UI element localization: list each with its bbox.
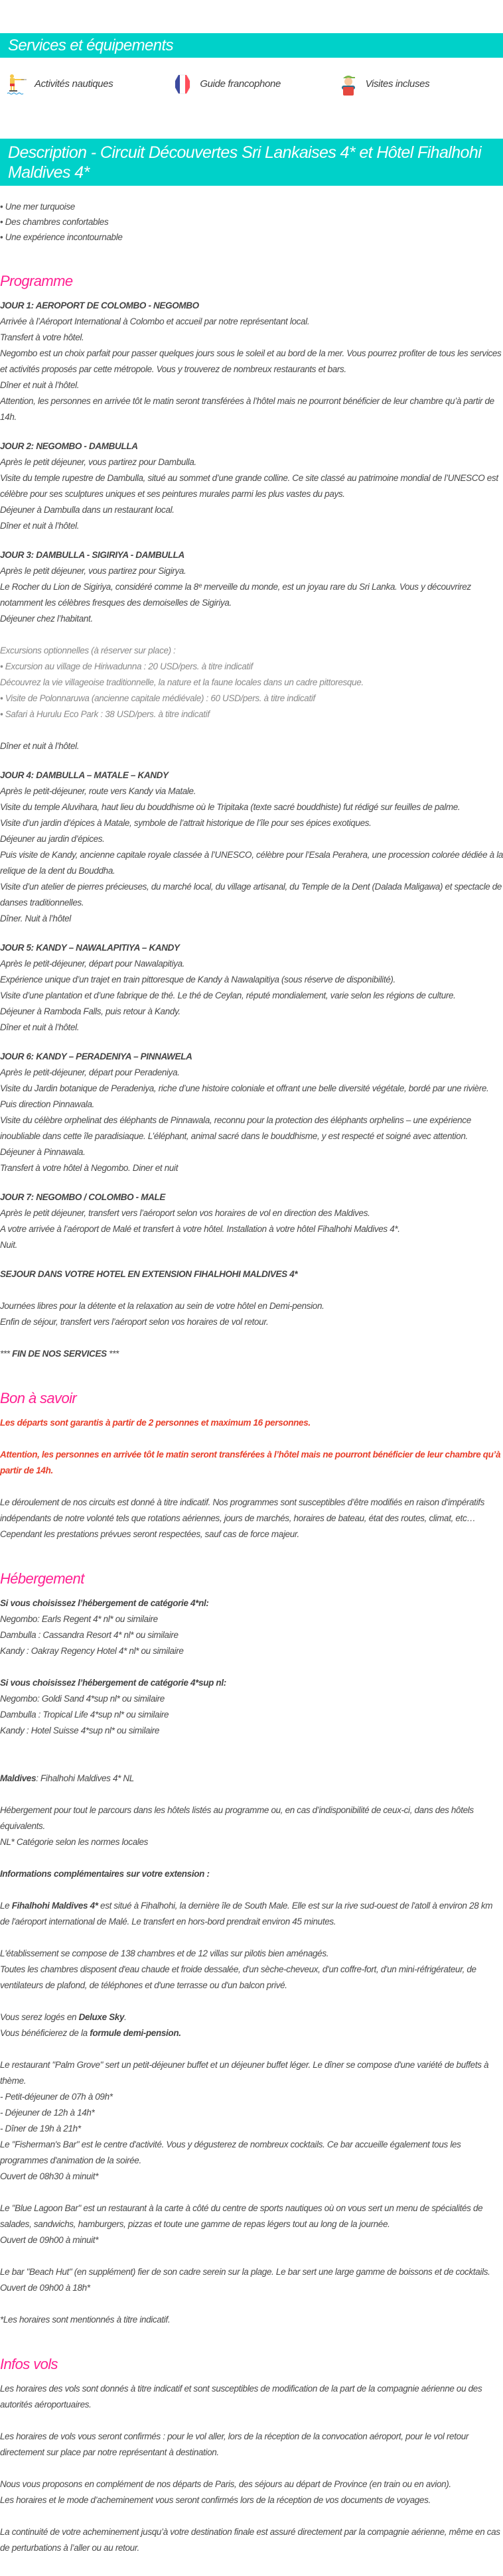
description-title: Description - Circuit Découvertes Sri Lankaises 4* et Hôtel Fihalhohi Maldives 4*: [8, 143, 482, 182]
day-line: Transfert à votre hôtel.: [0, 332, 84, 342]
hotel-line: Dambulla : Tropical Life 4*sup nl* ou similaire: [0, 1710, 169, 1720]
day-title: SEJOUR DANS VOTRE HOTEL EN EXTENSION FIHALHOHI MALDIVES 4*: [0, 1269, 298, 1279]
end-prefix: ***: [0, 1349, 13, 1359]
end-label: FIN DE NOS SERVICES: [12, 1349, 107, 1359]
day-line: Après le petit-déjeuner, départ pour Nawalapitiya.: [0, 959, 185, 969]
fisherman-bar: Le "Fisherman's Bar" est le centre d'activité. Vous y dégusterez de nombreux cocktails. Ce bar accueille également tous les programmes d'animation de la soirée.: [0, 2139, 461, 2165]
day-line: Negombo est un choix parfait pour passer quelques jours sous le soleil et au bord de la mer. Vous pourrez profiter de tous les services et activités proposés par cette métropole. Vous y trouverez de nombreux restaurants et bars.: [0, 348, 502, 374]
day-line: Visite du temple rupestre de Dambulla, situé au sommet d’une grande colline. Ce site classé au patrimoine mondial de l’UNESCO est célèbre pour ses sculptures uniques et ses peintures murales parmi les plus vastes du pays.: [0, 473, 498, 499]
hours-note: *Les horaires sont mentionnés à titre indicatif.: [0, 2315, 171, 2325]
day-line: Dîner et nuit à l’hôtel.: [0, 521, 80, 531]
day-title: JOUR 3: DAMBULLA - SIGIRIYA - DAMBULLA: [0, 550, 184, 560]
hotel-line: Dambulla : Cassandra Resort 4* nl* ou similaire: [0, 1630, 179, 1640]
spacer: [0, 722, 503, 738]
day-line: Après le petit-déjeuner, départ pour Peradeniya.: [0, 1067, 180, 1077]
highlights-list: [0, 199, 503, 245]
room-type: [0, 2009, 503, 2025]
day-4: [0, 768, 503, 927]
day-line: Déjeuner chez l’habitant.: [0, 614, 93, 624]
day-5: [0, 940, 503, 1036]
day-line: Dîner et nuit à l’hôtel.: [0, 380, 80, 390]
water-ski-icon: [7, 73, 28, 96]
day-6: [0, 1049, 503, 1176]
day-line: Nuit.: [0, 1240, 18, 1250]
rooms-1: L'établissement se compose de 138 chambres et de 12 villas sur pilotis bien aménagés.: [0, 1948, 329, 1958]
optional-item: • Visite de Polonnaruwa (ancienne capitale médiévale) : 60 USD/pers. à titre indicatif: [0, 693, 315, 703]
board-type: [0, 2025, 503, 2041]
day-line: Après le petit déjeuner, transfert vers l’aéroport selon vos horaires de vol en direction des Maldives.: [0, 1208, 370, 1218]
meal-time: - Déjeuner de 12h à 14h*: [0, 2108, 95, 2118]
service-label: Activités nautiques: [35, 78, 113, 90]
day-line: Après le petit déjeuner, vous partirez pour Dambulla.: [0, 457, 196, 467]
day-line: Après le petit déjeuner, vous partirez pour Sigirya.: [0, 566, 186, 576]
highlight-item: • Des chambres confortables: [0, 214, 503, 230]
hotel-name: Fihalhohi Maldives 4*: [11, 1901, 98, 1911]
day-line: Visite d’un atelier de pierres précieuses, du marché local, du village artisanal, du Temple de la Dent (Dalada Maligawa) et spectacle de danses traditionnelles.: [0, 882, 502, 908]
description-content: [0, 199, 503, 2556]
day-line: Déjeuner à Ramboda Falls, puis retour à Kandy.: [0, 1006, 180, 1016]
meal-time: - Dîner de 19h à 21h*: [0, 2124, 81, 2134]
day-line: Visite du temple Aluvihara, haut lieu du bouddhisme où le Tripitaka (texte sacré bouddhiste) fut rédigé sur feuilles de palme.: [0, 802, 461, 812]
flights-p2: Les horaires de vols vous seront confirmés : pour le vol aller, lors de la réception de la convocation aéroport, pour le vol retour directement sur place par notre représentant à destination.: [0, 2431, 469, 2457]
day-line: Visite du Jardin botanique de Peradeniya, riche d’une histoire coloniale et offrant une belle diversité végétale, bordé par une rivière.: [0, 1083, 489, 1093]
text: Vous bénéficierez de la: [0, 2028, 90, 2038]
day-line: Dîner et nuit à l’hôtel.: [0, 741, 80, 751]
service-item-guide: [172, 73, 337, 96]
optional-item: • Excursion au village de Hiriwadunna : 20 USD/pers. à titre indicatif: [0, 661, 253, 671]
infos-vols-heading: Infos vols: [0, 2356, 58, 2372]
highlight-item: • Une expérience incontournable: [0, 230, 503, 245]
extension-stay: [0, 1266, 503, 1362]
text: Vous serez logés en: [0, 2012, 79, 2022]
text: est situé à Fihalhohi, la dernière île de South Male. Elle est sur la rive sud-ouest de l'atoll à environ 28 km de l'aéroport international de Malé. Le transfert en hors-bord prendrait environ 45 minutes.: [0, 1901, 493, 1927]
blue-lagoon-bar: Le "Blue Lagoon Bar" est un restaurant à la carte à côté du centre de sports nautiques où on vous sert un menu de spécialités de salades, sandwichs, hamburgers, pizzas et toute une gamme de repas légers tout au long de la journée.: [0, 2203, 483, 2229]
day-line: Déjeuner au jardin d’épices.: [0, 834, 105, 844]
day-line: Journées libres pour la détente et la relaxation au sein de votre hôtel en Demi-pension.: [0, 1301, 324, 1311]
day-line: Déjeuner à Dambulla dans un restaurant local.: [0, 505, 175, 515]
rooms-2: Toutes les chambres disposent d'eau chaude et froide dessalée, d'un sèche-cheveux, d'un coffre-fort, d'un mini-réfrigérateur, de ventilateurs de plafond, de téléphones et d'une terrasse ou d'un balcon privé.: [0, 1964, 476, 1990]
day-line: Puis direction Pinnawala.: [0, 1099, 95, 1109]
tourist-icon: [338, 73, 359, 96]
blue-lagoon-hours: Ouvert de 09h00 à minuit*: [0, 2235, 99, 2245]
day-7: [0, 1189, 503, 1253]
day-line: Expérience unique d’un trajet en train pittoresque de Kandy à Nawalapitiya (sous réserve de disponibilité).: [0, 975, 395, 984]
spacer: [0, 1739, 503, 1755]
day-line: Visite d’un jardin d’épices à Matale, symbole de l’attrait historique de l’île pour ses épices exotiques.: [0, 818, 372, 828]
service-item-nautical: [7, 73, 172, 96]
day-line: Enfin de séjour, transfert vers l’aéroport selon vos horaires de vol retour.: [0, 1317, 269, 1327]
bon-a-savoir-heading: Bon à savoir: [0, 1390, 77, 1406]
maldives-hotel: [0, 1771, 503, 1787]
day-3: [0, 547, 503, 754]
day-title: JOUR 6: KANDY – PERADENIYA – PINNAWELA: [0, 1051, 192, 1061]
spacer: [0, 1282, 503, 1298]
extension-title: Informations complémentaires sur votre extension :: [0, 1869, 210, 1879]
day-2: [0, 439, 503, 534]
day-line: Arrivée à l’Aéroport International à Colombo et accueil par notre représentant local.: [0, 316, 310, 326]
day-line: Transfert à votre hôtel à Negombo. Diner et nuit: [0, 1163, 179, 1173]
flights-p4: La continuité de votre acheminement jusqu’à votre destination finale est assuré directement par la compagnie aérienne, même en cas de perturbations à l’aller ou au retour.: [0, 2527, 500, 2553]
day-title: JOUR 7: NEGOMBO / COLOMBO - MALE: [0, 1192, 166, 1202]
spacer: [0, 1330, 503, 1346]
cat4-title: Si vous choisissez l’hébergement de catégorie 4*nl:: [0, 1598, 209, 1608]
flights-p3b: Les horaires et le mode d’acheminement vous seront confirmés lors de la réception de vos documents de voyages.: [0, 2495, 431, 2505]
optional-item: • Safari à Hurulu Eco Park : 38 USD/pers. à titre indicatif: [0, 709, 210, 719]
day-title: JOUR 2: NEGOMBO - DAMBULLA: [0, 441, 138, 451]
text: Le: [0, 1901, 12, 1911]
optional-item: Découvrez la vie villageoise traditionnelle, la nature et la faune locales dans un cadre pittoresque.: [0, 677, 364, 687]
spacer: [0, 1755, 503, 1771]
hotel-line: Negombo: Earls Regent 4* nl* ou similaire: [0, 1614, 158, 1624]
day-line: Puis visite de Kandy, ancienne capitale royale classée à l’UNESCO, célèbre pour l’Esala Perahera, une procession colorée dédiée à la relique de la dent du Bouddha.: [0, 850, 503, 876]
fisherman-hours: Ouvert de 08h30 à minuit*: [0, 2171, 99, 2181]
programme-heading: Programme: [0, 273, 73, 289]
warning-early-arrival: Attention, les personnes en arrivée tôt le matin seront transférées à l’hôtel mais ne pourront bénéficier de leur chambre qu’à partir de 14h.: [0, 1450, 501, 1475]
service-label: Guide francophone: [200, 78, 281, 90]
end-suffix: ***: [106, 1349, 119, 1359]
service-item-visits: [338, 73, 503, 96]
day-line: Dîner et nuit à l’hôtel.: [0, 1022, 80, 1032]
day-line: Visite du célèbre orphelinat des éléphants de Pinnawala, reconnu pour la protection des éléphants orphelins – une expérience inoubliable dans cette île paradisiaque. L’éléphant, animal sacré dans le bouddhisme, y est respecté et soigné avec attention.: [0, 1115, 471, 1141]
hotel-line: Kandy : Oakray Regency Hotel 4* nl* ou similaire: [0, 1646, 184, 1656]
warning-departures: Les départs sont garantis à partir de 2 personnes et maximum 16 personnes.: [0, 1418, 311, 1428]
text: .: [124, 2012, 127, 2022]
flights-p3a: Nous vous proposons en complément de nos départs de Paris, des séjours au départ de Province (en train ou en avion).: [0, 2479, 451, 2489]
room-type-name: Deluxe Sky: [78, 2012, 125, 2022]
day-1: [0, 298, 503, 425]
itinerary-note: Le déroulement de nos circuits est donné à titre indicatif. Nos programmes sont susceptibles d’être modifiés en raison d’impératifs indépendants de notre volonté tels que rotations aériennes, jours de marchés, horaires de bateau, état des routes, climat, etc… Cependant les prestations prévues seront respectées, sauf cas de force majeur.: [0, 1497, 485, 1539]
optional-title: Excursions optionnelles (à réserver sur place) :: [0, 645, 176, 655]
description-header: [0, 139, 503, 186]
hebergement-note: Hébergement pour tout le parcours dans les hôtels listés au programme ou, en cas d’indisponibilité de ceux-ci, dans des hôtels équivalents.: [0, 1805, 474, 1831]
day-line: Le Rocher du Lion de Sigiriya, considéré comme la 8ᵉ merveille du monde, est un joyau rare du Sri Lanka. Vous y découvrirez notamment les célèbres fresques des demoiselles de Sigiriya.: [0, 582, 471, 608]
day-line: Déjeuner à Pinnawala.: [0, 1147, 86, 1157]
meal-time: - Petit-déjeuner de 07h à 09h*: [0, 2092, 113, 2102]
maldives-label: Maldives: [0, 1773, 36, 1783]
maldives-value: : Fihalhohi Maldives 4* NL: [36, 1773, 134, 1783]
optional-excursions: [0, 643, 503, 722]
hotel-line: Kandy : Hotel Suisse 4*sup nl* ou similaire: [0, 1726, 160, 1735]
service-label: Visites incluses: [365, 78, 430, 90]
day-title: JOUR 1: AEROPORT DE COLOMBO - NEGOMBO: [0, 301, 199, 310]
spacer: [0, 627, 503, 643]
services-title: Services et équipements: [8, 36, 174, 54]
hotel-intro: [0, 1898, 503, 1930]
day-line: Dîner. Nuit à l’hôtel: [0, 914, 71, 923]
beach-hut-bar: Le bar "Beach Hut" (en supplément) fier de son cadre serein sur la plage. Le bar sert une large gamme de boissons et de cocktails.: [0, 2267, 490, 2277]
day-line: Après le petit-déjeuner, route vers Kandy via Matale.: [0, 786, 196, 796]
cat4sup-title: Si vous choisissez l’hébergement de catégorie 4*sup nl:: [0, 1678, 226, 1688]
french-flag-icon: [172, 73, 193, 96]
highlight-item: • Une mer turquoise: [0, 199, 503, 214]
hebergement-heading: Hébergement: [0, 1570, 84, 1587]
board-name: formule demi-pension.: [90, 2028, 181, 2038]
restaurant-desc: Le restaurant "Palm Grove" sert un petit-déjeuner buffet et un déjeuner buffet léger. Le dîner se compose d'une variété de buffets à thème.: [0, 2060, 489, 2086]
hotel-line: Negombo: Goldi Sand 4*sup nl* ou similaire: [0, 1694, 165, 1704]
day-line: A votre arrivée à l’aéroport de Malé et transfert à votre hôtel. Installation à votre hôtel Fihalhohi Maldives 4*.: [0, 1224, 400, 1234]
end-of-services: [0, 1346, 503, 1362]
nl-note: NL* Catégorie selon les normes locales: [0, 1837, 149, 1847]
day-line: Attention, les personnes en arrivée tôt le matin seront transférées à l’hôtel mais ne pourront bénéficier de leur chambre qu’à partir de 14h.: [0, 396, 494, 422]
day-title: JOUR 5: KANDY – NAWALAPITIYA – KANDY: [0, 943, 180, 953]
day-line: Visite d’une plantation et d’une fabrique de thé. Le thé de Ceylan, réputé mondialement, varie selon les régions de culture.: [0, 990, 456, 1000]
day-title: JOUR 4: DAMBULLA – MATALE – KANDY: [0, 770, 169, 780]
services-header: [0, 33, 503, 58]
beach-hut-hours: Ouvert de 09h00 à 18h*: [0, 2283, 90, 2293]
flights-p1: Les horaires des vols sont donnés à titre indicatif et sont susceptibles de modification de la part de la compagnie aérienne ou des autorités aéroportuaires.: [0, 2384, 482, 2409]
services-list: [0, 66, 503, 102]
